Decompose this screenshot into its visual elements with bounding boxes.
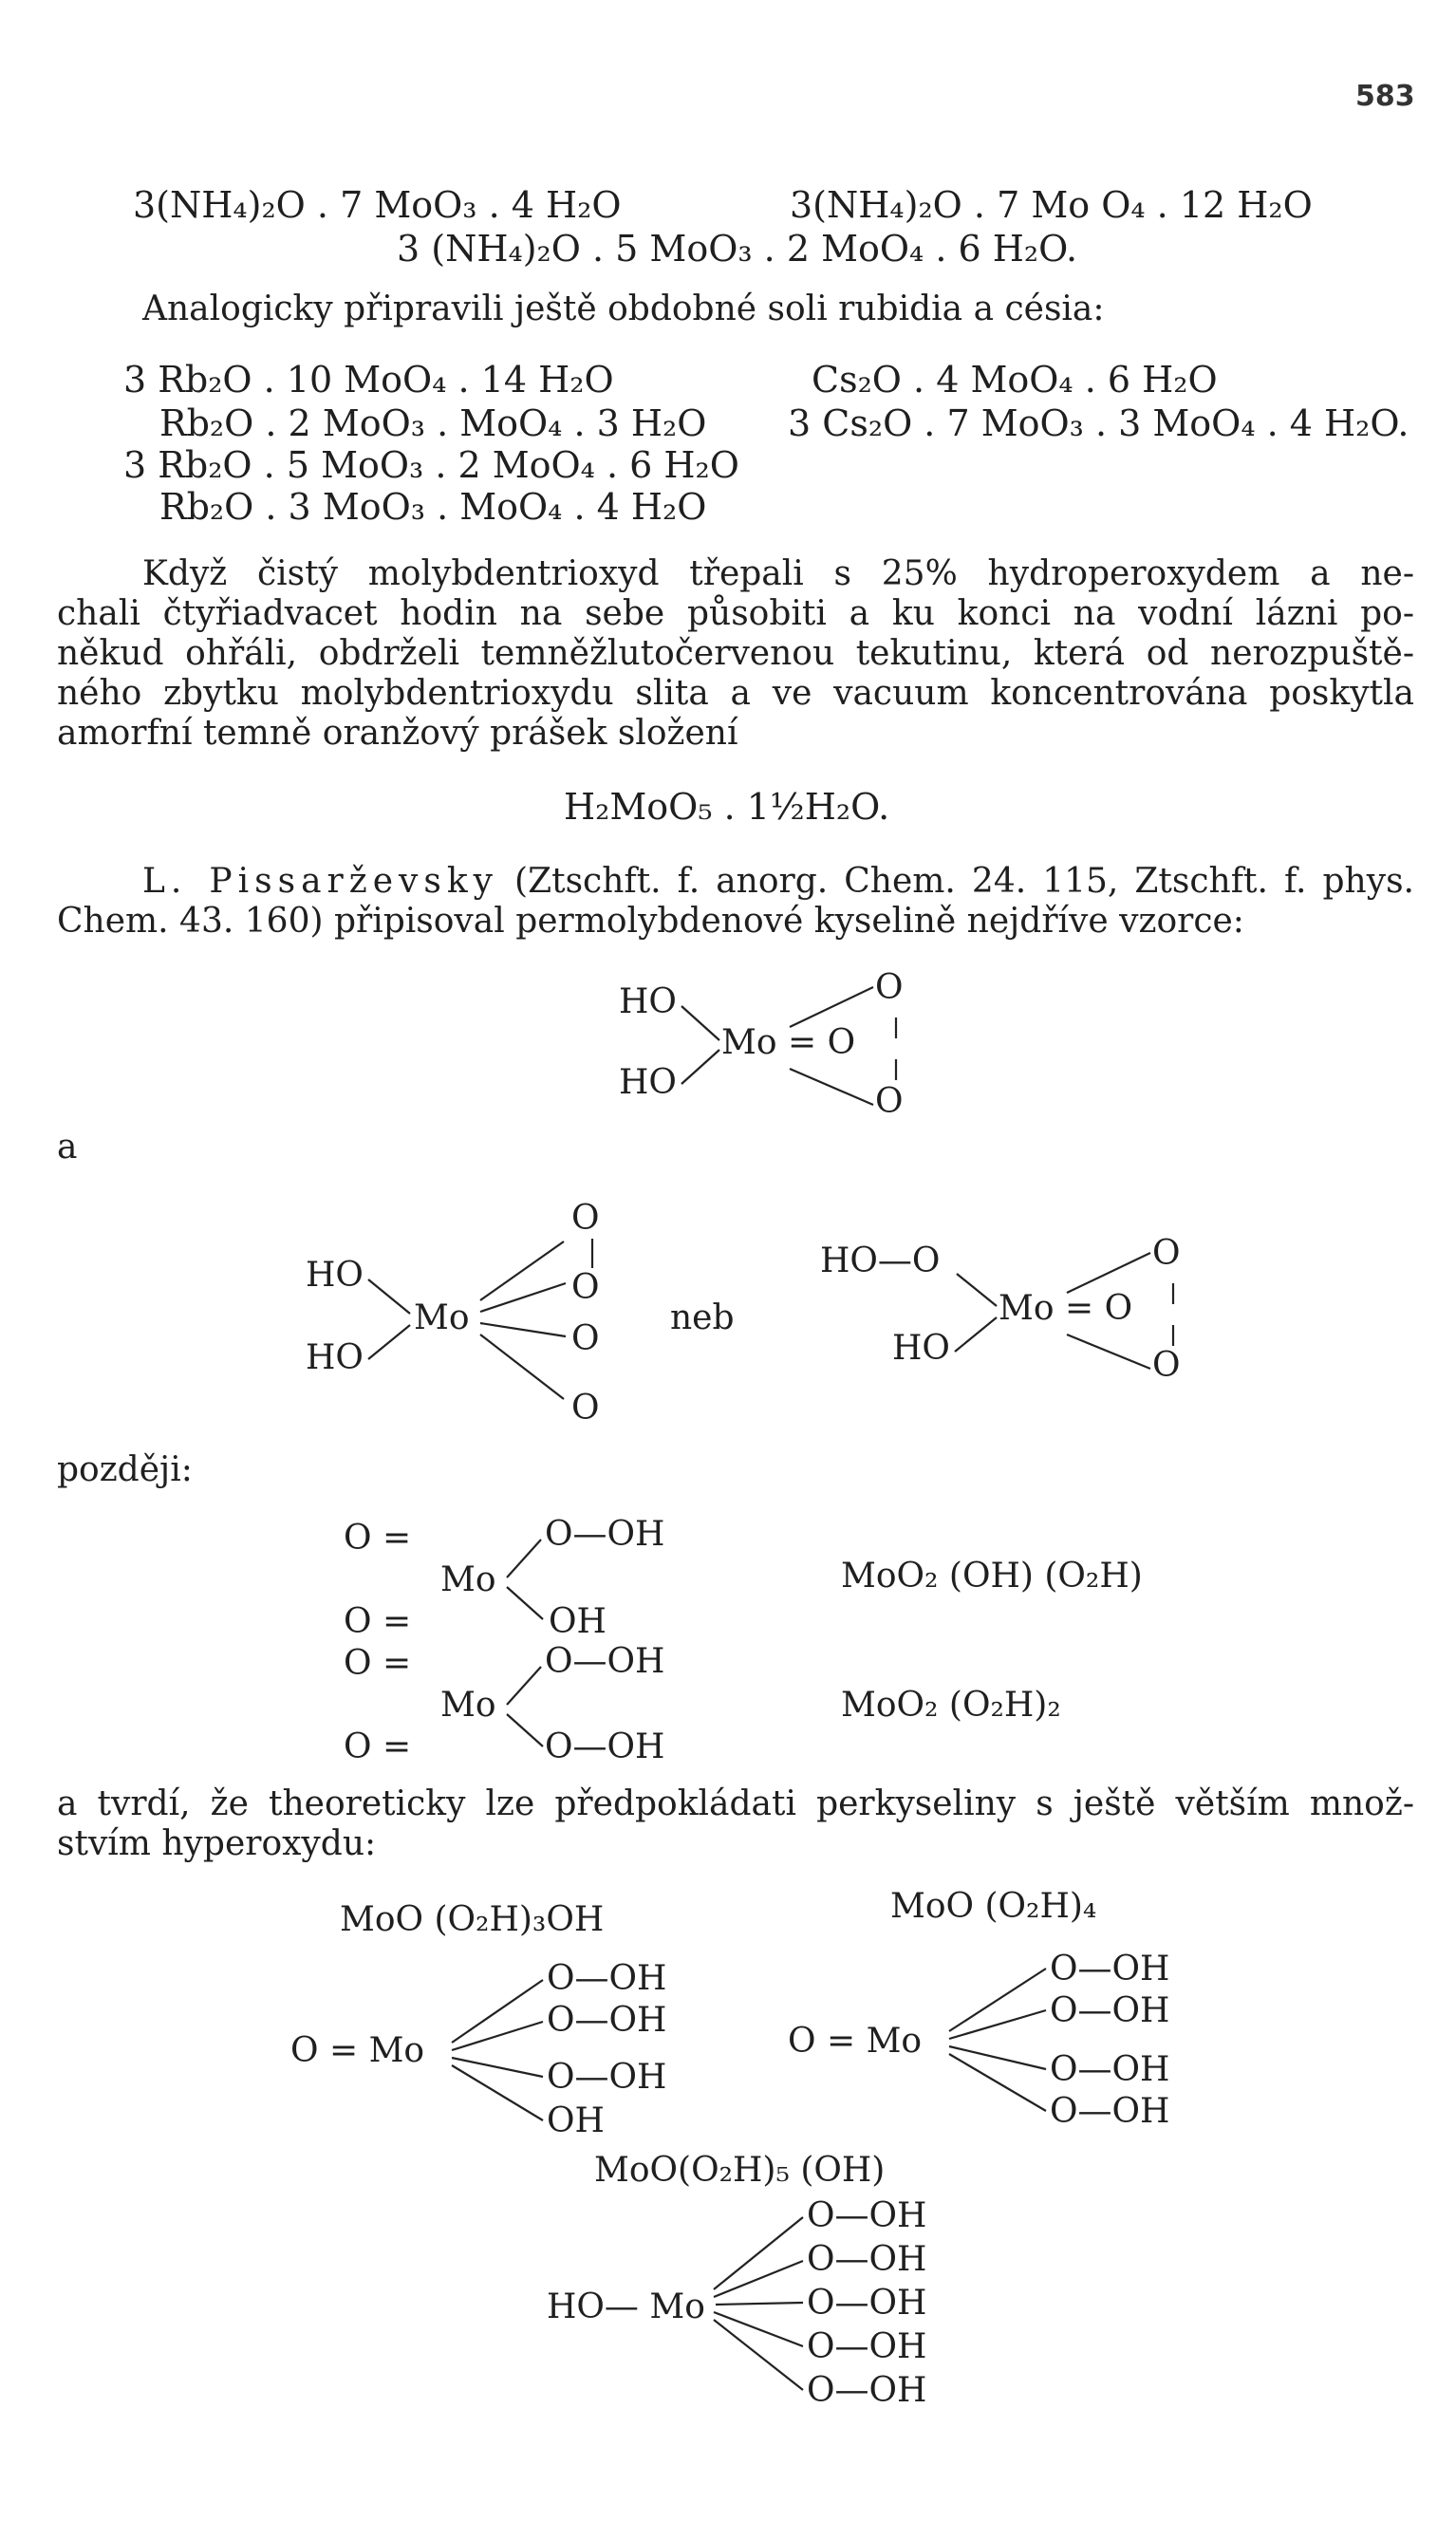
o-label: O	[1152, 1346, 1181, 1385]
o-oh-label: O—OH	[545, 1642, 665, 1681]
paragraph-line: někud ohřáli, obdrželi temněžlutočervenou tekutinu, která od nerozpuště-	[57, 634, 1414, 673]
o-label: O	[875, 968, 904, 1007]
o-oh-label: O—OH	[547, 2058, 667, 2097]
o-eq-mo-label: O = Mo	[788, 2022, 923, 2061]
o-oh-label: O—OH	[545, 1515, 665, 1554]
o-label: O	[571, 1199, 600, 1238]
formula-rubidium-4: Rb₂O . 3 MoO₃ . MoO₄ . 4 H₂O	[159, 486, 707, 528]
structure-3	[820, 1234, 1181, 1385]
formula-cesium-2: 3 Cs₂O . 7 MoO₃ . 3 MoO₄ . 4 H₂O.	[788, 402, 1409, 444]
name-moo2-o2h2: MoO₂ (O₂H)₂	[841, 1686, 1061, 1725]
o-oh-label: O—OH	[807, 2196, 927, 2235]
bond	[507, 1540, 541, 1578]
name-moo2-oh-o2h: MoO₂ (OH) (O₂H)	[841, 1557, 1143, 1596]
paragraph-line: amorfní temně oranžový prášek složení	[57, 714, 738, 753]
word-a: a	[57, 1128, 78, 1167]
structure-6	[290, 1900, 666, 2140]
bond	[957, 1274, 997, 1306]
word-pozdeji: později:	[57, 1450, 193, 1489]
formula-ammonium-2: 3(NH₄)₂O . 7 Mo O₄ . 12 H₂O	[790, 184, 1313, 226]
bond	[480, 1323, 566, 1336]
bond	[949, 2010, 1046, 2039]
page-number: 583	[1355, 80, 1415, 113]
formula-rubidium-2: Rb₂O . 2 MoO₃ . MoO₄ . 3 H₂O	[159, 402, 707, 444]
structure-7	[788, 1887, 1169, 2131]
o-label: O	[571, 1268, 600, 1307]
bond	[480, 1283, 566, 1312]
paragraph-line: Když čistý molybdentrioxyd třepali s 25% hydroperoxydem a ne-	[142, 554, 1414, 593]
o-oh-label: O—OH	[1050, 1991, 1170, 2030]
ho-mo-label: HO— Mo	[547, 2287, 705, 2326]
name-moo-o2h3-oh: MoO (O₂H)₃OH	[340, 1900, 605, 1939]
o-oh-label: O—OH	[807, 2327, 927, 2366]
oh-label: OH	[547, 2101, 605, 2140]
o-oh-label: O—OH	[1050, 1950, 1170, 1988]
o-oh-label: O—OH	[807, 2240, 927, 2279]
bond	[507, 1667, 541, 1705]
bond	[507, 1587, 543, 1619]
o-label: O	[875, 1082, 904, 1121]
bond	[716, 2303, 803, 2305]
bond	[955, 1317, 997, 1352]
bond	[452, 1980, 543, 2043]
paragraph-theory	[57, 1784, 1414, 1864]
name-moo-o2h5-oh: MoO(O₂H)₅ (OH)	[594, 2151, 886, 2190]
o-oh-label: O—OH	[1050, 2092, 1170, 2131]
paragraph-line: Chem. 43. 160) připisoval permolybdenové kyselině nejdříve vzorce:	[57, 902, 1244, 941]
o-eq-mo-label: O = Mo	[290, 2031, 425, 2070]
o-oh-label: O—OH	[547, 1959, 667, 1998]
formula-rubidium-1: 3 Rb₂O . 10 MoO₄ . 14 H₂O	[123, 359, 614, 401]
bond	[681, 1050, 719, 1084]
bond	[1067, 1335, 1150, 1369]
structure-4	[344, 1515, 664, 1641]
formula-ammonium-1: 3(NH₄)₂O . 7 MoO₃ . 4 H₂O	[133, 184, 622, 226]
bond	[790, 987, 873, 1027]
bond	[949, 2054, 1046, 2111]
ho-label: HO	[306, 1256, 364, 1295]
o-label: O	[571, 1389, 600, 1428]
bond	[790, 1069, 873, 1105]
bond	[452, 2022, 543, 2050]
o-eq-label: O =	[344, 1644, 412, 1683]
bond	[507, 1714, 543, 1746]
structure-8	[547, 2151, 926, 2410]
mo-label: Mo	[440, 1686, 496, 1725]
formula-ammonium-3: 3 (NH₄)₂O . 5 MoO₃ . 2 MoO₄ . 6 H₂O.	[397, 228, 1078, 270]
paragraph-line: stvím hyperoxydu:	[57, 1824, 377, 1863]
analog-sentence: Analogicky připravili ještě obdobné soli rubidia a césia:	[142, 289, 1105, 328]
formula-h2moo5: H₂MoO₅ . 1½H₂O.	[564, 786, 890, 828]
o-eq-label: O =	[344, 1727, 412, 1766]
bond	[1067, 1253, 1150, 1293]
bond	[949, 2046, 1046, 2069]
oh-label: OH	[549, 1602, 607, 1641]
o-oh-label: O—OH	[547, 2001, 667, 2040]
structure-5	[344, 1642, 664, 1766]
bond	[368, 1325, 410, 1359]
o-label: O	[1152, 1234, 1181, 1273]
name-moo-o2h4: MoO (O₂H)₄	[890, 1887, 1097, 1926]
o-label: O	[571, 1319, 600, 1358]
citation-text: (Ztschft. f. anorg. Chem. 24. 115, Ztschft. f. phys.	[514, 862, 1414, 901]
o-eq-label: O =	[344, 1602, 412, 1641]
o-oh-label: O—OH	[807, 2284, 927, 2323]
mo-label: Mo	[440, 1560, 496, 1599]
o-oh-label: O—OH	[807, 2371, 927, 2410]
structure-2	[306, 1199, 600, 1428]
mo-eq-o-label: Mo = O	[999, 1289, 1133, 1328]
bond	[368, 1279, 410, 1314]
paragraph-line: a tvrdí, že theoreticky lze předpokládati perkyseliny s ještě větším množ-	[57, 1784, 1414, 1823]
ho-o-label: HO—O	[820, 1241, 941, 1280]
bond	[480, 1241, 564, 1300]
bond	[681, 1006, 719, 1040]
mo-eq-o-label: Mo = O	[721, 1023, 856, 1062]
bond	[949, 1969, 1046, 2031]
word-neb: neb	[670, 1298, 735, 1337]
o-eq-label: O =	[344, 1519, 412, 1558]
structure-1	[619, 968, 904, 1121]
ho-label: HO	[619, 1063, 677, 1102]
bond	[480, 1335, 564, 1399]
ho-label: HO	[619, 982, 677, 1021]
paragraph-line: ného zbytku molybdentrioxydu slita a ve vacuum koncentrována poskytla	[57, 674, 1414, 713]
o-oh-label: O—OH	[545, 1727, 665, 1766]
mo-label: Mo	[414, 1298, 470, 1337]
ho-label: HO	[306, 1338, 364, 1377]
ho-label: HO	[892, 1329, 950, 1368]
formula-cesium-1: Cs₂O . 4 MoO₄ . 6 H₂O	[812, 359, 1218, 401]
formula-rubidium-3: 3 Rb₂O . 5 MoO₃ . 2 MoO₄ . 6 H₂O	[123, 444, 739, 486]
o-oh-label: O—OH	[1050, 2050, 1170, 2089]
paragraph-line: chali čtyřiadvacet hodin na sebe působiti a ku konci na vodní lázni po-	[57, 594, 1414, 633]
author-name: L. Pissarževsky	[142, 862, 498, 901]
